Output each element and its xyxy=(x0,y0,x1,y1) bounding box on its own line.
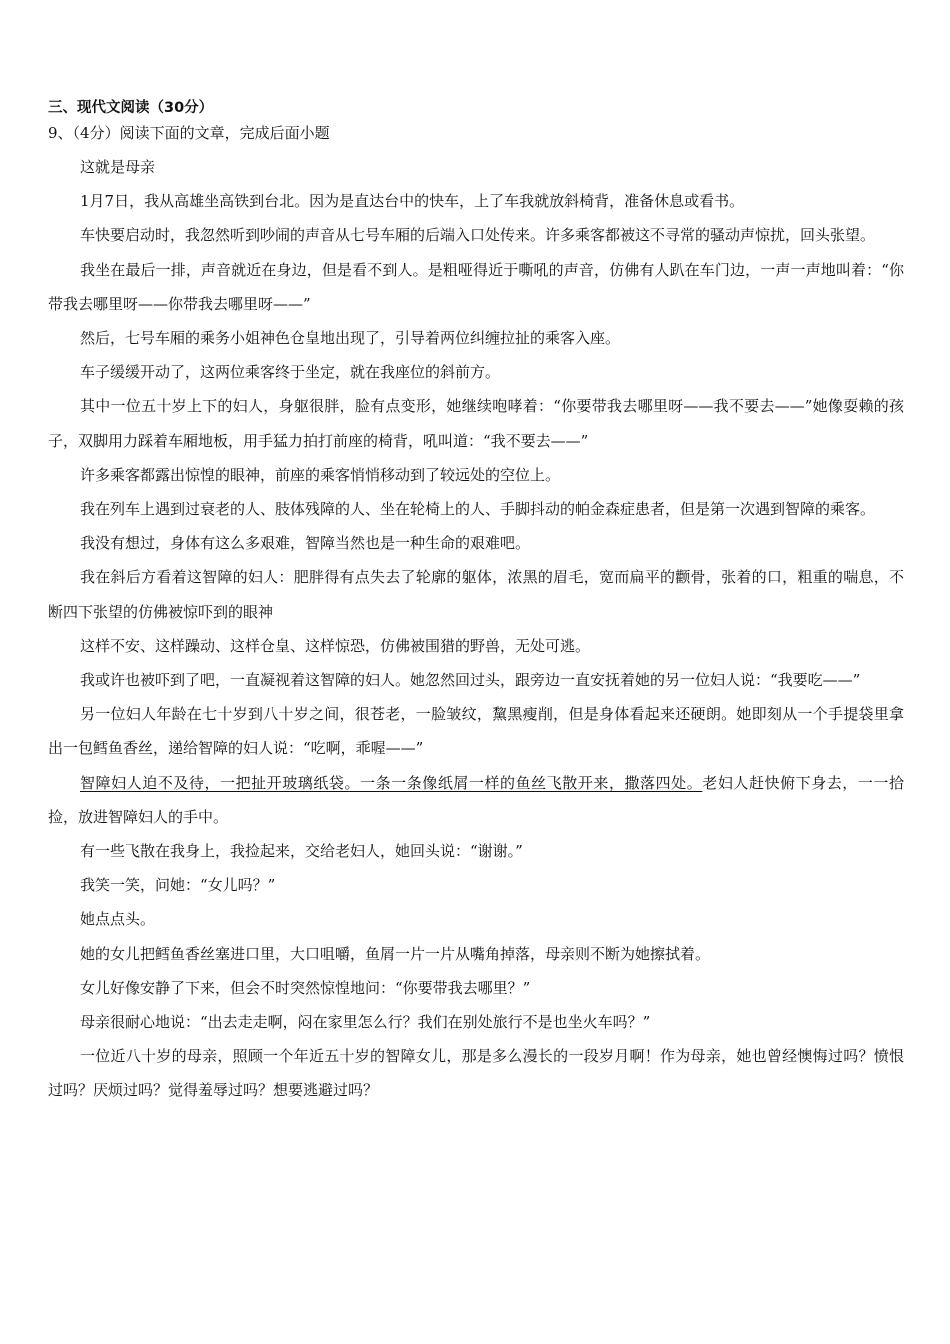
paragraph-6: 其中一位五十岁上下的妇人，身躯很胖，脸有点变形，她继续咆哮着：“你要带我去哪里呀——我不要去——”她像耍赖的孩子，双脚用力踩着车厢地板，用手猛力拍打前座的椅背，吼叫道：“我不要去——” xyxy=(48,397,904,450)
paragraph-14 xyxy=(48,766,904,834)
paragraph-12: 我或许也被吓到了吧，一直凝视着这智障的妇人。她忽然回过头，跟旁边一直安抚着她的另一位妇人说：“我要吃——” xyxy=(80,671,861,690)
paragraph-8: 我在列车上遇到过衰老的人、肢体残障的人、坐在轮椅上的人、手脚抖动的帕金森症患者，但是第一次遇到智障的乘客。 xyxy=(80,500,876,519)
paragraph-3: 我坐在最后一排，声音就近在身边，但是看不到人。是粗哑得近于嘶吼的声音，仿佛有人趴在车门边，一声一声地叫着：“你带我去哪里呀——你带我去哪里呀——” xyxy=(48,260,904,313)
exam-page xyxy=(48,96,904,1108)
paragraph-15: 有一些飞散在我身上，我捡起来，交给老妇人，她回头说：“谢谢。” xyxy=(80,842,523,861)
paragraph-21: 一位近八十岁的母亲，照顾一个年近五十岁的智障女儿，那是多么漫长的一段岁月啊！作为母亲，她也曾经懊悔过吗？愤恨过吗？厌烦过吗？觉得羞辱过吗？想要逃避过吗？ xyxy=(48,1047,904,1100)
article-title: 这就是母亲 xyxy=(80,158,156,176)
paragraph-4: 然后，七号车厢的乘务小姐神色仓皇地出现了，引导着两位纠缠拉扯的乘客入座。 xyxy=(80,329,621,348)
paragraph-18: 她的女儿把鳕鱼香丝塞进口里，大口咀嚼，鱼屑一片一片从嘴角掉落，母亲则不断为她擦拭着。 xyxy=(80,944,711,963)
paragraph-10: 我在斜后方看着这智障的妇人：肥胖得有点失去了轮廓的躯体，浓黑的眉毛，宽而扁平的颧骨，张着的口，粗重的喘息，不断四下张望的仿佛被惊吓到的眼神 xyxy=(48,568,904,621)
paragraph-20: 母亲很耐心地说：“出去走走啊，闷在家里怎么行？我们在别处旅行不是也坐火车吗？” xyxy=(80,1013,651,1032)
paragraph-17: 她点点头。 xyxy=(80,910,156,929)
paragraph-14-tail: 老妇人赶快俯下身去，一一拾捡，放进智障妇人的手中。 xyxy=(48,773,904,826)
paragraph-1: 1月7日，我从高雄坐高铁到台北。因为是直达台中的快车，上了车我就放斜椅背，准备休息或看书。 xyxy=(80,192,745,211)
paragraph-19: 女儿好像安静了下来，但会不时突然惊惶地问：“你要带我去哪里？” xyxy=(80,978,531,997)
paragraph-16: 我笑一笑，问她：“女儿吗？” xyxy=(80,876,276,895)
paragraph-7: 许多乘客都露出惊惶的眼神，前座的乘客悄悄移动到了较远处的空位上。 xyxy=(80,465,561,484)
section-heading: 三、现代文阅读（30分） xyxy=(48,100,214,116)
paragraph-5: 车子缓缓开动了，这两位乘客终于坐定，就在我座位的斜前方。 xyxy=(80,363,501,382)
paragraph-13: 另一位妇人年龄在七十岁到八十岁之间，很苍老，一脸皱纹，黧黑瘦削，但是身体看起来还硬朗。她即刻从一个手提袋里拿出一包鳕鱼香丝，递给智障的妇人说：“吃啊，乖喔——” xyxy=(48,705,904,758)
paragraph-11: 这样不安、这样躁动、这样仓皇、这样惊恐，仿佛被围猎的野兽，无处可逃。 xyxy=(80,636,591,655)
underlined-sentence: 智障妇人迫不及待，一把扯开玻璃纸袋。一条一条像纸屑一样的鱼丝飞散开来，撒落四处。 xyxy=(80,773,703,792)
paragraph-2: 车快要启动时，我忽然听到吵闹的声音从七号车厢的后端入口处传来。许多乘客都被这不寻常的骚动声惊扰，回头张望。 xyxy=(80,226,876,245)
question-score: （4分） xyxy=(72,124,120,142)
paragraph-9: 我没有想过，身体有这么多艰难，智障当然也是一种生命的艰难吧。 xyxy=(80,534,531,553)
question-instruction: 阅读下面的文章，完成后面小题 xyxy=(119,124,330,142)
question-number: 9、 xyxy=(48,124,73,142)
question-line xyxy=(48,120,904,146)
